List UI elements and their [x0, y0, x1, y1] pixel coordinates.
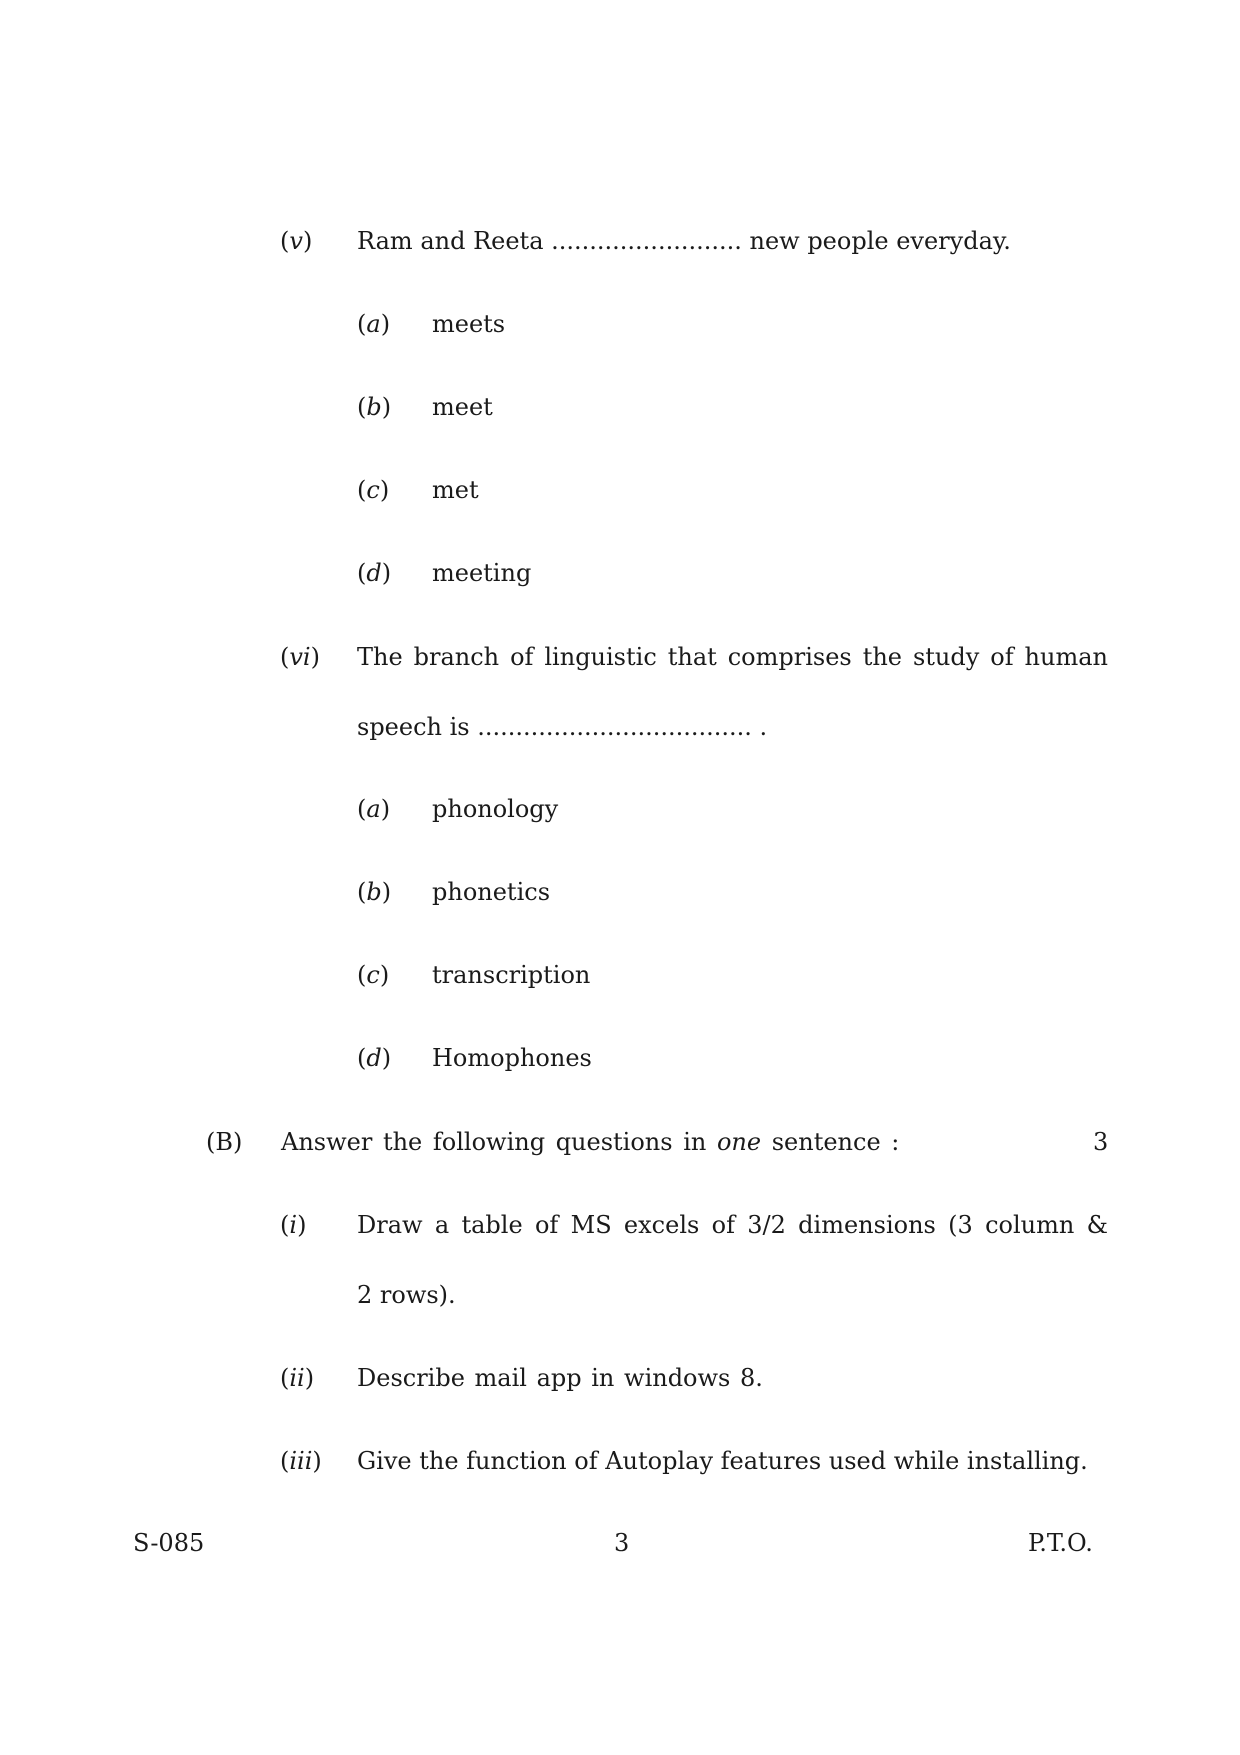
option-vi-a-label: (a)	[357, 795, 391, 823]
option-vi-b-label: (b)	[357, 878, 392, 906]
option-vi-d-label: (d)	[357, 1044, 392, 1072]
question-b-i-text-line2: 2 rows).	[357, 1281, 456, 1309]
question-b-iii-label: (iii)	[280, 1447, 322, 1475]
option-v-d-label: (d)	[357, 559, 392, 587]
section-b-instruction	[281, 1130, 899, 1154]
question-v-text: Ram and Reeta ......................... new people everyday.	[357, 227, 1011, 255]
section-b-instruction-em: one	[716, 1128, 762, 1156]
option-vi-b-text: phonetics	[432, 878, 551, 906]
question-vi-text-line2: speech is .................................... .	[357, 713, 768, 741]
section-b-instruction-pre: Answer the following questions in	[281, 1128, 707, 1156]
question-b-iii-text: Give the function of Autoplay features used while installing.	[357, 1447, 1088, 1475]
question-v-label: (v)	[280, 227, 313, 255]
section-b-marks: 3	[1093, 1128, 1109, 1156]
option-vi-c-text: transcription	[432, 961, 591, 989]
question-b-i-label: (i)	[280, 1211, 307, 1239]
question-b-i-text-line1: Draw a table of MS excels of 3/2 dimensions (3 column &	[357, 1211, 1108, 1239]
question-b-ii-text: Describe mail app in windows 8.	[357, 1364, 763, 1392]
option-v-c-label: (c)	[357, 476, 390, 504]
footer-page-number: 3	[614, 1529, 630, 1557]
option-v-d-text: meeting	[432, 559, 532, 587]
footer-code: S-085	[133, 1529, 205, 1557]
option-vi-c-label: (c)	[357, 961, 390, 989]
option-v-a-label: (a)	[357, 310, 391, 338]
question-vi-text-line1: The branch of linguistic that comprises the study of human	[357, 643, 1108, 671]
option-v-c-text: met	[432, 476, 479, 504]
footer-pto: P.T.O.	[1028, 1529, 1093, 1557]
section-b-instruction-post: sentence :	[771, 1128, 900, 1156]
option-v-a-text: meets	[432, 310, 506, 338]
question-b-ii-label: (ii)	[280, 1364, 315, 1392]
option-vi-d-text: Homophones	[432, 1044, 592, 1072]
section-b-label: (B)	[206, 1128, 243, 1156]
option-vi-a-text: phonology	[432, 795, 559, 823]
option-v-b-label: (b)	[357, 393, 392, 421]
question-vi-label: (vi)	[280, 643, 320, 671]
option-v-b-text: meet	[432, 393, 493, 421]
